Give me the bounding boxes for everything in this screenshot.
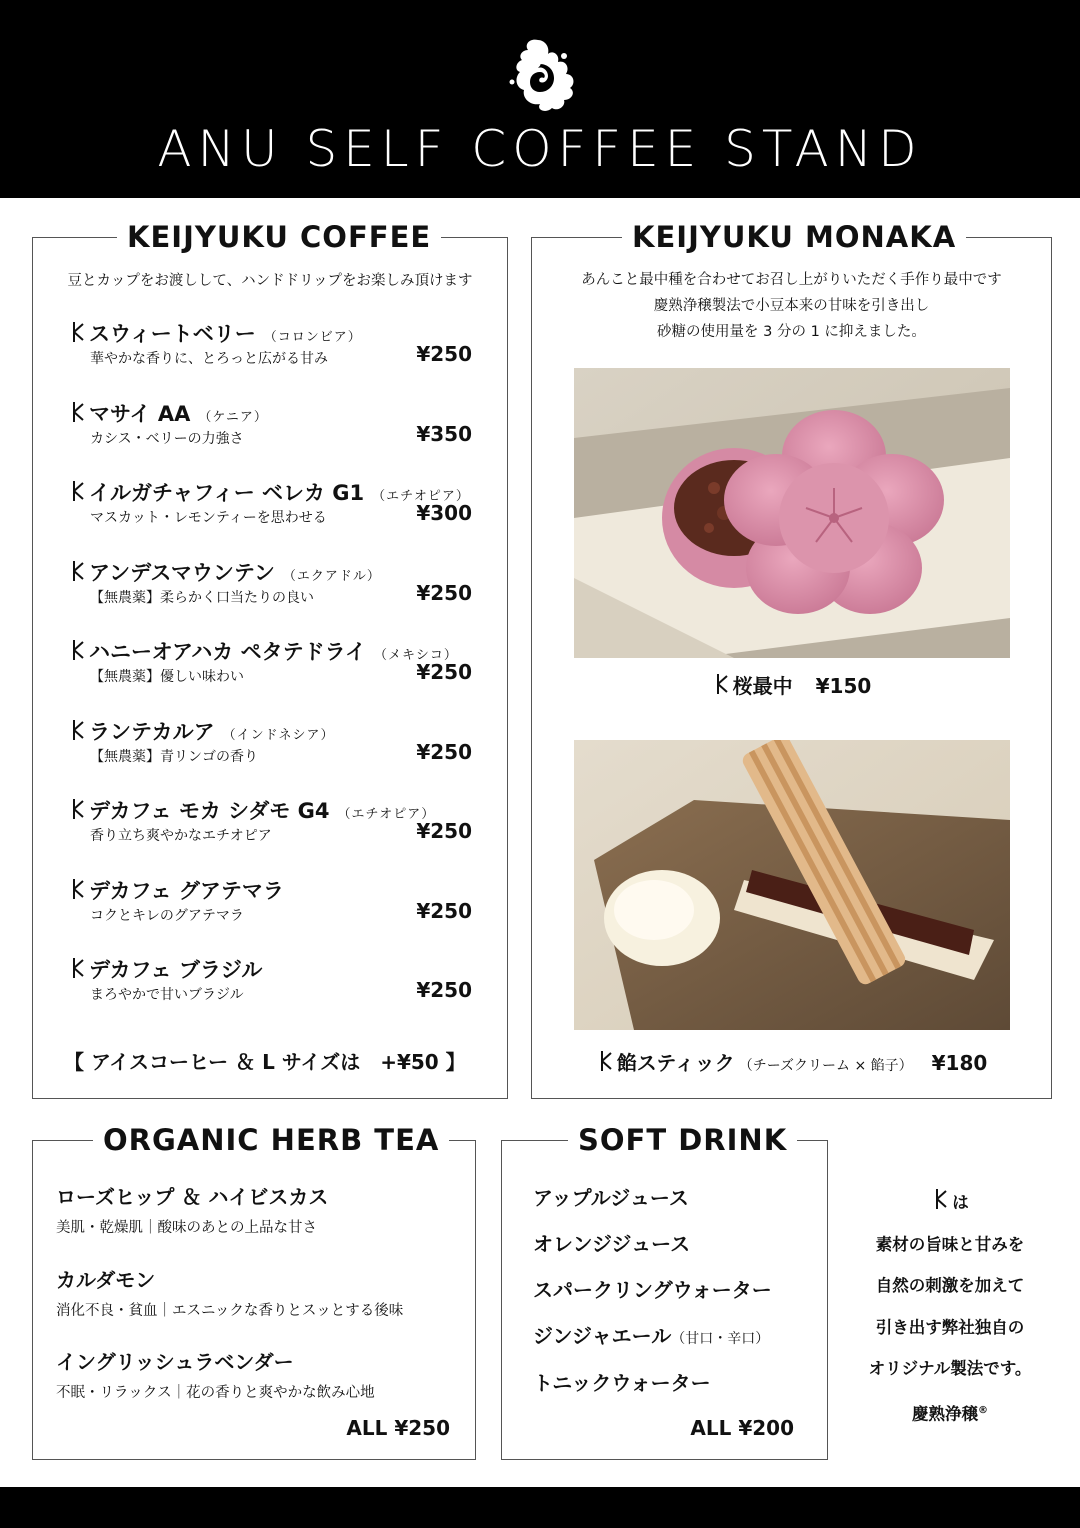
coffee-item bbox=[68, 398, 472, 458]
coffee-name-text: アンデスマウンテン bbox=[89, 560, 275, 585]
soft-drink-section-title: SOFT DRINK bbox=[568, 1121, 797, 1159]
coffee-item-desc: コクとキレのグアテマラ bbox=[90, 907, 244, 924]
soft-drink-item bbox=[533, 1182, 689, 1211]
keijyuku-mark-icon bbox=[596, 1049, 614, 1073]
coffee-origin: （インドネシア） bbox=[222, 727, 335, 743]
coffee-origin: （エチオピア） bbox=[372, 489, 470, 504]
soft-drink-name: スパークリングウォーター bbox=[533, 1278, 772, 1302]
soft-drink-item bbox=[533, 1228, 690, 1257]
coffee-item-desc: 【無農薬】柔らかく口当たりの良い bbox=[90, 589, 314, 606]
coffee-item-price: ¥250 bbox=[416, 898, 472, 923]
coffee-name-text: デカフェ グアテマラ bbox=[89, 878, 284, 903]
coffee-item-price: ¥250 bbox=[416, 739, 472, 764]
anko-stick-photo bbox=[574, 740, 1010, 1030]
anko-stick-sub: （チーズクリーム × 餡子） bbox=[738, 1058, 913, 1074]
coffee-name-text: デカフェ モカ シダモ G4 bbox=[89, 799, 330, 823]
coffee-item bbox=[68, 557, 472, 617]
coffee-item-price: ¥250 bbox=[416, 819, 472, 843]
footer-bar bbox=[0, 1487, 1080, 1528]
herb-section-title: ORGANIC HERB TEA bbox=[93, 1121, 449, 1159]
keijyuku-mark-icon bbox=[68, 638, 86, 662]
keijyuku-mark-icon bbox=[712, 672, 730, 696]
coffee-item-desc: 香り立ち爽やかなエチオピア bbox=[90, 828, 272, 844]
monaka-section-title: KEIJYUKU MONAKA bbox=[622, 218, 966, 256]
coffee-item bbox=[68, 318, 472, 378]
keijyuku-mark-icon bbox=[68, 320, 86, 344]
herb-all-price: ALL ¥250 bbox=[346, 1416, 450, 1440]
coffee-size-note: 【 アイスコーヒー ＆ L サイズは +¥50 】 bbox=[64, 1050, 466, 1074]
coffee-item-name bbox=[68, 795, 435, 825]
soft-drink-all-price: ALL ¥200 bbox=[690, 1416, 794, 1440]
brand-title: ANU SELF COFFEE STAND bbox=[157, 120, 923, 178]
herb-item-name: イングリッシュラベンダー bbox=[56, 1350, 294, 1374]
side-note-line: 素材の旨味と甘みを bbox=[875, 1234, 1025, 1254]
keijyuku-mark-icon bbox=[68, 797, 86, 821]
coffee-origin: （エチオピア） bbox=[337, 807, 436, 822]
monaka-intro-3: 砂糖の使用量を 3 分の 1 に抑えました。 bbox=[657, 324, 926, 340]
coffee-item-name bbox=[68, 875, 292, 905]
keijyuku-mark-icon bbox=[68, 479, 86, 503]
coffee-name-text: マサイ AA bbox=[89, 401, 191, 426]
herb-item-desc: 不眠・リラックス｜花の香りと爽やかな飲み心地 bbox=[56, 1385, 375, 1401]
creature-logo-icon bbox=[500, 34, 580, 114]
coffee-name-text: スウィートベリー bbox=[89, 322, 256, 346]
header bbox=[0, 0, 1080, 198]
coffee-origin: （メキシコ） bbox=[373, 648, 458, 663]
coffee-item-desc: 【無農薬】青リンゴの香り bbox=[90, 748, 258, 765]
anko-stick-price: ¥180 bbox=[931, 1051, 988, 1075]
coffee-item-desc: まろやかで甘いブラジル bbox=[90, 987, 244, 1003]
coffee-item bbox=[68, 636, 472, 696]
coffee-item bbox=[68, 875, 472, 935]
coffee-item-price: ¥250 bbox=[416, 342, 472, 366]
coffee-item-price: ¥300 bbox=[416, 501, 472, 525]
coffee-item-name bbox=[68, 557, 381, 587]
herb-item-desc: 消化不良・貧血｜エスニックな香りとスッとする後味 bbox=[56, 1303, 404, 1319]
coffee-item bbox=[68, 716, 472, 776]
coffee-origin: （エクアドル） bbox=[282, 568, 381, 584]
keijyuku-mark-icon bbox=[68, 877, 86, 901]
herb-item-name: カルダモン bbox=[56, 1268, 156, 1292]
coffee-name-text: ハニーオアハカ ペタテドライ bbox=[89, 640, 366, 664]
coffee-item-desc: マスカット・レモンティーを思わせる bbox=[90, 510, 327, 526]
coffee-name-text: デカフェ ブラジル bbox=[89, 958, 263, 982]
keijyuku-mark-icon bbox=[68, 400, 86, 424]
coffee-item bbox=[68, 795, 472, 855]
side-note-line: 自然の刺激を加えて bbox=[875, 1276, 1025, 1295]
coffee-item-price: ¥350 bbox=[416, 421, 472, 446]
herb-item-desc: 美肌・乾燥肌｜酸味のあとの上品な甘さ bbox=[56, 1220, 317, 1236]
coffee-item-name bbox=[68, 477, 470, 507]
coffee-item-name bbox=[68, 636, 458, 666]
soft-drink-name: ジンジャエール bbox=[533, 1324, 672, 1348]
coffee-name-text: イルガチャフィー ベレカ G1 bbox=[89, 481, 365, 505]
coffee-item-name bbox=[68, 716, 334, 746]
coffee-item-price: ¥250 bbox=[416, 978, 472, 1002]
sakura-monaka-caption bbox=[532, 670, 1051, 699]
sakura-monaka-price: ¥150 bbox=[815, 674, 872, 698]
monaka-intro-2: 慶熟浄穣製法で小豆本来の甘味を引き出し bbox=[653, 298, 930, 314]
soft-drink-item bbox=[533, 1367, 711, 1396]
coffee-item-desc: 華やかな香りに、とろっと広がる甘み bbox=[90, 351, 328, 367]
registered-mark: ® bbox=[978, 1404, 988, 1416]
keijyuku-mark-icon bbox=[68, 956, 86, 980]
anko-stick-caption bbox=[532, 1047, 1051, 1076]
soft-drink-name: アップルジュース bbox=[533, 1186, 689, 1210]
coffee-intro: 豆とカップをお渡しして、ハンドドリップをお楽しみ頂けます bbox=[67, 273, 473, 289]
side-note-line: オリジナル製法です。 bbox=[868, 1359, 1032, 1378]
trademark: 慶熟浄穣 bbox=[912, 1404, 978, 1423]
sakura-monaka-name: 桜最中 bbox=[732, 674, 793, 698]
coffee-item-name bbox=[68, 398, 268, 428]
soft-drink-item bbox=[533, 1274, 772, 1303]
soft-drink-name: トニックウォーター bbox=[533, 1371, 711, 1395]
coffee-item-price: ¥250 bbox=[416, 580, 472, 605]
herb-item-name: ローズヒップ ＆ ハイビスカス bbox=[56, 1185, 329, 1209]
side-note-line1: は bbox=[952, 1193, 969, 1212]
monaka-intro-1: あんこと最中種を合わせてお召し上がりいただく手作り最中です bbox=[581, 272, 1002, 288]
herb-item bbox=[56, 1264, 403, 1320]
coffee-origin: （ケニア） bbox=[198, 409, 268, 425]
soft-drink-sub: （甘口・辛口） bbox=[671, 1331, 770, 1347]
coffee-item-desc: カシス・ベリーの力強さ bbox=[90, 430, 244, 447]
coffee-item-desc: 【無農薬】優しい味わい bbox=[90, 669, 244, 685]
coffee-item-price: ¥250 bbox=[416, 660, 472, 684]
monaka-section bbox=[531, 220, 1052, 1099]
keijyuku-explanation bbox=[850, 1182, 1050, 1435]
coffee-item bbox=[68, 954, 472, 1014]
coffee-item-name bbox=[68, 318, 362, 348]
keijyuku-mark-icon bbox=[931, 1187, 949, 1211]
soft-drink-name: オレンジジュース bbox=[533, 1232, 691, 1256]
soft-drink-item bbox=[533, 1320, 769, 1349]
sakura-monaka-photo bbox=[574, 368, 1010, 658]
herb-item bbox=[56, 1346, 375, 1402]
coffee-section-title: KEIJYUKU COFFEE bbox=[117, 218, 441, 256]
coffee-item bbox=[68, 477, 472, 537]
coffee-origin: （コロンビア） bbox=[263, 330, 362, 345]
herb-item bbox=[56, 1181, 328, 1237]
anko-stick-name: 餡スティック bbox=[616, 1051, 735, 1075]
keijyuku-mark-icon bbox=[68, 559, 86, 583]
keijyuku-mark-icon bbox=[68, 718, 86, 742]
side-note-line: 引き出す弊社独自の bbox=[875, 1317, 1025, 1337]
coffee-name-text: ランテカルア bbox=[89, 719, 215, 744]
coffee-item-name bbox=[68, 954, 270, 984]
